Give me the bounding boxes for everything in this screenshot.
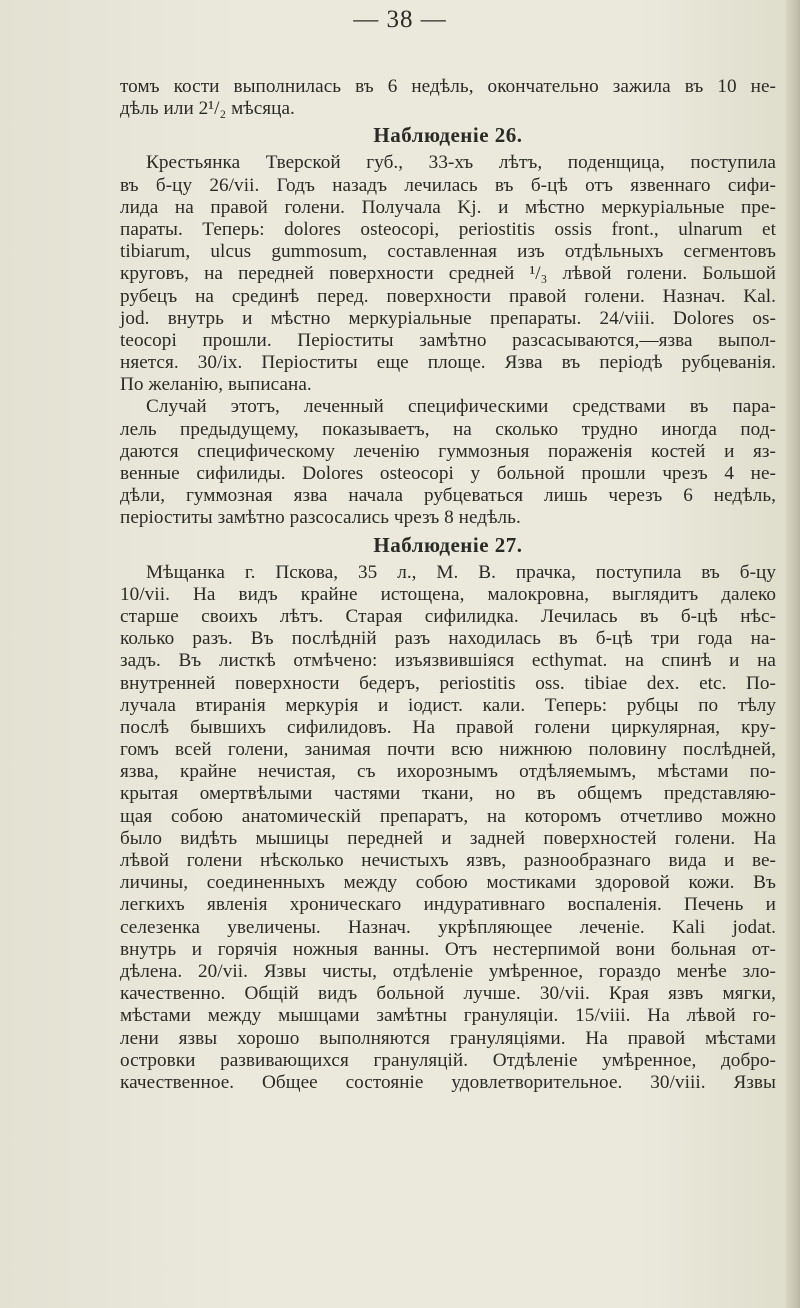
text-line: внутренней поверхности бедеръ, periostitis oss. tibiae dex. etc. По- — [120, 672, 776, 694]
text-line: щая собою анатомическій препаратъ, на которомъ отчетливо можно — [120, 805, 776, 827]
page-edge — [786, 0, 800, 1308]
text-line: Случай этотъ, леченный специфическими средствами въ пара- — [146, 396, 776, 418]
text-line: качественно. Общій видъ больной лучше. 30/vii. Края язвъ мягки, — [120, 983, 776, 1005]
text-line: Мѣщанка г. Пскова, 35 л., М. В. прачка, поступила въ б-цу — [146, 561, 776, 583]
text-line: лучала втиранія меркурія и іодист. кали. Теперь: рубцы по тѣлу — [120, 694, 776, 716]
text-line: рубецъ на срединѣ перед. поверхности правой голени. Назнач. Kal. — [120, 285, 776, 307]
text-line: Крестьянка Тверской губ., 33-хъ лѣтъ, поденщица, поступила — [146, 152, 776, 174]
text-line: язва, крайне нечистая, съ ихорознымъ отдѣляемымъ, мѣстами по- — [120, 761, 776, 783]
text-line: венные сифилиды. Dolores osteocopi у больной прошли чрезъ 4 не- — [120, 463, 776, 484]
observation-26-heading: Наблюденіе 26. — [373, 123, 523, 148]
text-line: старше своихъ лѣтъ. Старая сифилидка. Лечилась въ б-цѣ нѣс- — [120, 605, 776, 627]
text-line: teocopi прошли. Періоститы замѣтно разсасываются,—язва выпол- — [120, 329, 776, 351]
text-line: лель предыдущему, показываетъ, на сколько трудно иногда под- — [120, 418, 776, 440]
text-line: jod. внутрь и мѣстно меркуріальные препараты. 24/viii. Dolores os- — [120, 307, 776, 329]
text-line: параты. Теперь: dolores osteocopi, periostitis ossis front., ulnarum et — [120, 218, 776, 240]
text-line: послѣ бывшихъ сифилидовъ. На правой голени циркулярная, кру- — [120, 716, 776, 738]
observation-27-heading: Наблюденіе 27. — [373, 532, 523, 557]
text-line: періоститы замѣтно разсосались чрезъ 8 недѣль. — [120, 507, 521, 529]
page-text — [120, 76, 776, 1094]
text-line: томъ кости выполнилась въ 6 недѣль, окончательно зажила въ 10 не- — [120, 76, 776, 97]
text-line: лѣвой голени нѣсколько нечистыхъ язвъ, разнообразнаго вида и ве- — [120, 850, 776, 871]
text-line: внутрь и горячія ножныя ванны. Отъ нестерпимой вони больная от- — [120, 938, 776, 960]
observation-26-case — [120, 152, 776, 396]
text-line: дѣли, гуммозная язва начала рубцеваться лишь черезъ 6 недѣль, — [120, 485, 776, 507]
text-line: качественное. Общее состояніе удовлетворительное. 30/viii. Язвы — [120, 1071, 776, 1093]
intro-paragraph — [120, 76, 776, 120]
text-line: островки развивающихся грануляцій. Отдѣленіе умѣренное, добро- — [120, 1049, 776, 1071]
text-line: крытая омертвѣлыми частями ткани, но въ общемъ представляю- — [120, 783, 776, 805]
page-number: — 38 — — [353, 6, 447, 33]
text-line: селезенка увеличены. Назнач. укрѣпляющее леченіе. Kali jodat. — [120, 916, 776, 938]
text-line: лени язвы хорошо выполняются грануляціями. На правой мѣстами — [120, 1027, 776, 1049]
text-line: личины, соединенныхъ между собою мостиками здоровой кожи. Въ — [120, 872, 776, 894]
observation-27-case — [120, 562, 776, 1095]
text-line: 10/vii. На видъ крайне истощена, малокровна, выглядитъ далеко — [120, 583, 776, 605]
text-line: няется. 30/ix. Періоститы еще площе. Язва въ періодѣ рубцеванія. — [120, 352, 776, 374]
text-line: задъ. Въ листкѣ отмѣчено: изъязвившіяся ecthymat. на спинѣ и на — [120, 650, 776, 672]
text-line: дѣль или 2¹/₂ мѣсяца. — [120, 98, 295, 120]
text-line: въ б-цу 26/vii. Годъ назадъ лечилась въ б-цѣ отъ язвеннаго сифи- — [120, 174, 776, 196]
text-line: легкихъ явленія хроническаго индуративнаго воспаленія. Печень и — [120, 894, 776, 916]
text-line: было видѣть мышицы передней и задней поверхностей голени. На — [120, 827, 776, 849]
text-line: гомъ всей голени, занимая почти всю нижнюю половину послѣдней, — [120, 739, 776, 761]
text-line: даются специфическому леченію гуммозныя пораженія костей и яз- — [120, 440, 776, 462]
text-line: По желанію, выписана. — [120, 374, 312, 396]
text-line: круговъ, на передней поверхности средней ¹/₃ лѣвой голени. Большой — [120, 263, 776, 285]
observation-26-commentary — [120, 396, 776, 529]
text-line: мѣстами между мышцами замѣтны грануляціи. 15/viii. На лѣвой го- — [120, 1005, 776, 1027]
text-line: tibiarum, ulcus gummosum, составленная изъ отдѣльныхъ сегментовъ — [120, 241, 776, 263]
text-line: лида на правой голени. Получала Kj. и мѣстно меркуріальные пре- — [120, 196, 776, 218]
text-line: дѣлена. 20/vii. Язвы чисты, отдѣленіе умѣренное, гораздо менѣе зло- — [120, 960, 776, 982]
text-line: колько разъ. Въ послѣдній разъ находилась въ б-цѣ три года на- — [120, 628, 776, 650]
